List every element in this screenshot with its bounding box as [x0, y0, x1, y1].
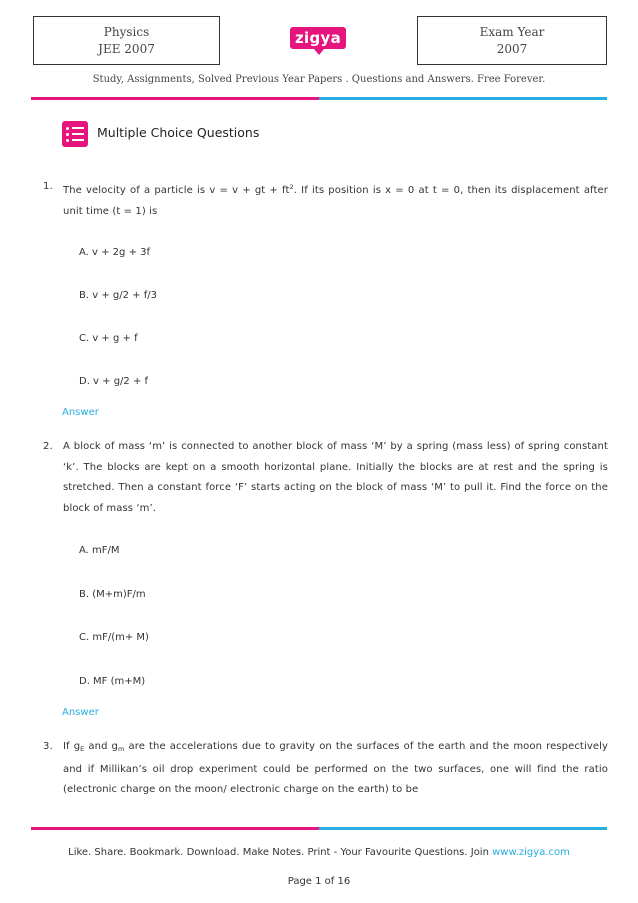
- question-number: 1.: [43, 181, 53, 192]
- zigya-logo[interactable]: zigya: [290, 27, 346, 49]
- footer-text: Like. Share. Bookmark. Download. Make Notes. Print - Your Favourite Questions. Join www.zigya.com: [68, 847, 570, 858]
- header-divider: [31, 97, 607, 100]
- option-b[interactable]: B. v + g/2 + f/3: [79, 290, 157, 301]
- question-1: [43, 177, 608, 222]
- book-list-icon: [62, 121, 88, 147]
- section-title: Multiple Choice Questions: [97, 125, 260, 140]
- exam-label: JEE 2007: [98, 41, 155, 56]
- option-b[interactable]: B. (M+m)F/m: [79, 589, 146, 600]
- exam-year-box: [417, 16, 607, 65]
- option-c[interactable]: C. mF/(m+ M): [79, 632, 149, 643]
- exam-year-label: Exam Year: [479, 24, 545, 39]
- answer-link[interactable]: Answer: [62, 707, 99, 718]
- footer-divider: [31, 827, 607, 830]
- zigya-link[interactable]: www.zigya.com: [492, 847, 570, 858]
- question-2: [43, 437, 608, 519]
- option-a[interactable]: A. v + 2g + 3f: [79, 247, 151, 258]
- option-d[interactable]: D. v + g/2 + f: [79, 376, 149, 387]
- answer-link[interactable]: Answer: [62, 407, 99, 418]
- question-number: 2.: [43, 441, 53, 452]
- exam-year-value: 2007: [496, 41, 528, 56]
- option-a[interactable]: A. mF/M: [79, 545, 120, 556]
- question-3: [43, 737, 608, 801]
- subject-label: Physics: [103, 24, 150, 39]
- question-text: A block of mass ‘m’ is connected to another block of mass ‘M’ by a spring (mass less) of spring constant ‘k’. The blocks are kept on a smooth horizontal plane. Initially the blocks are at rest and the spring is stretched. Then a constant force ‘F’ starts acting on the block of mass ‘M’ to pull it. Find the force on the block of mass ‘m’.: [63, 441, 608, 514]
- question-text: The velocity of a particle is v = v + gt + $ft^2$. If its position is x = 0 at t = 0, then its displacement after unit time (t = 1) is: [63, 183, 608, 217]
- option-c[interactable]: C. v + g + f: [79, 333, 138, 344]
- subject-box: [33, 16, 220, 65]
- option-d[interactable]: D. MF (m+M): [79, 676, 146, 687]
- question-number: 3.: [43, 741, 53, 752]
- tagline: Study, Assignments, Solved Previous Year Papers . Questions and Answers. Free Forever.: [92, 74, 546, 85]
- question-text: If $g_E$ and $g_m$ are the accelerations due to gravity on the surfaces of the earth and the moon respectively and if Millikan’s oil drop experiment could be performed on the two surfaces, one will find the ratio (electronic charge on the moon/ electronic charge on the earth) to be: [63, 741, 608, 795]
- page-number: Page 1 of 16: [287, 876, 351, 887]
